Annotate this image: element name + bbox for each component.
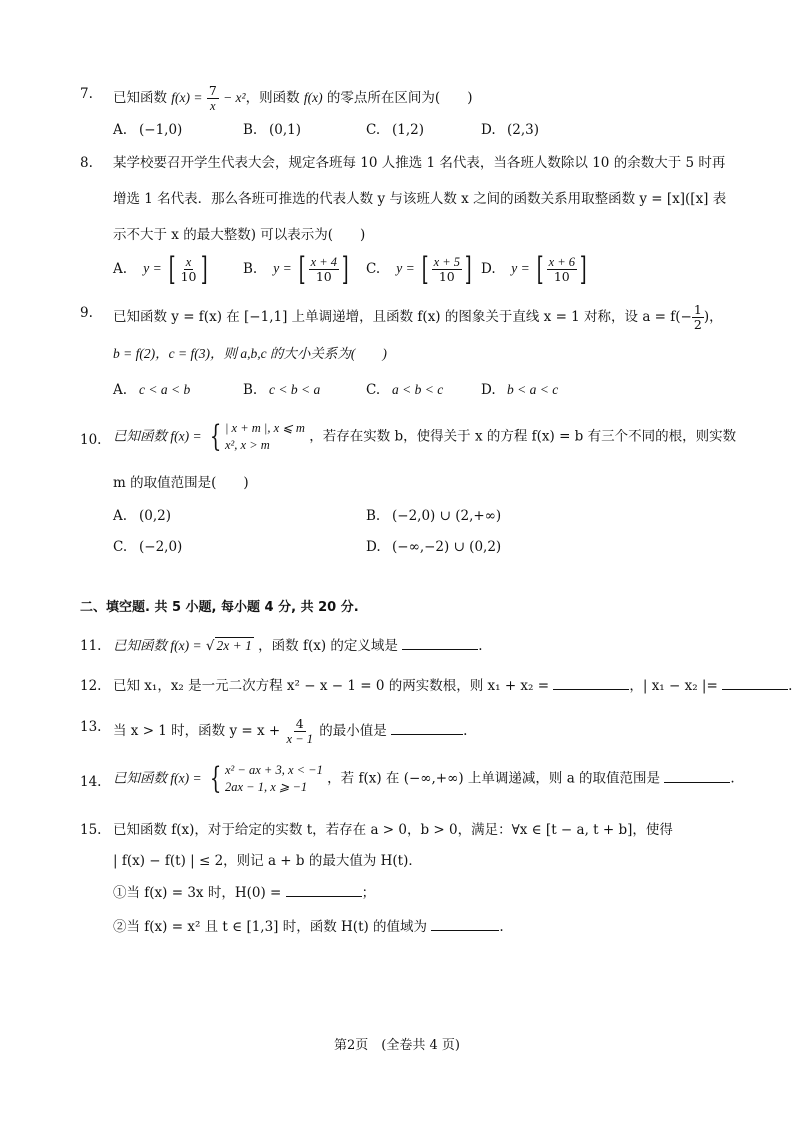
- option-label: D.: [481, 382, 496, 398]
- question-number: 8.: [80, 155, 93, 171]
- period: .: [788, 678, 793, 694]
- case-line: x², x > m: [224, 438, 270, 452]
- question-text: 当 x > 1 时，函数 y = x +: [113, 723, 281, 739]
- answer-blank[interactable]: [286, 883, 362, 897]
- option-c[interactable]: [366, 120, 424, 140]
- function-tail: − x²: [223, 90, 246, 105]
- semicolon: ；: [361, 885, 376, 901]
- option-b[interactable]: [243, 120, 301, 140]
- option-a[interactable]: [113, 250, 211, 288]
- radicand: 2x + 1: [216, 638, 252, 653]
- period: .: [478, 638, 483, 654]
- question-text: m 的取值范围是( ): [113, 475, 249, 491]
- numerator: 1: [693, 302, 702, 317]
- period: .: [730, 770, 735, 787]
- question-number: 12.: [80, 678, 102, 694]
- question-number: 7.: [80, 86, 93, 102]
- option-lhs: y =: [511, 260, 530, 276]
- function-expr: f(x): [303, 90, 323, 105]
- period: .: [463, 723, 468, 739]
- option-a[interactable]: [113, 120, 182, 140]
- option-label: C.: [366, 122, 381, 138]
- numerator: x + 6: [548, 254, 576, 269]
- question-text: 的零点所在区间为( ): [326, 90, 473, 106]
- floor-bracket: [ $\frac{x + 6}{10}$ ]: [536, 250, 587, 288]
- option-label: C.: [113, 539, 128, 555]
- floor-bracket: [ $\frac{x + 4}{10}$ ]: [298, 250, 349, 288]
- question-number: 14.: [80, 774, 102, 790]
- option-label: C.: [366, 382, 381, 398]
- case-line: x² − ax + 3, x < −1: [224, 763, 323, 777]
- option-value: (−2,0) ∪ (2,+∞): [392, 508, 502, 524]
- option-label: D.: [481, 260, 496, 277]
- option-lhs: y =: [396, 260, 415, 276]
- piecewise-function: { x² − ax + 3, x < −1 2ax − 1, x ⩾ −1: [209, 761, 323, 796]
- sqrt-expr: √ 2x + 1: [205, 638, 252, 654]
- option-label: B.: [366, 508, 381, 524]
- question-number: 9.: [80, 305, 93, 321]
- numerator: 7: [208, 83, 217, 98]
- option-c[interactable]: [113, 537, 182, 557]
- option-label: A.: [113, 260, 128, 277]
- option-value: c < a < b: [139, 382, 191, 397]
- numerator: x: [185, 254, 192, 269]
- question-text: 已知函数 y = f(x) 在 [−1,1] 上单调递增，且函数 f(x) 的图象关于直线 x = 1 对称，设 a = f(−: [113, 309, 692, 325]
- question-9: [0, 303, 794, 333]
- answer-blank[interactable]: [391, 721, 463, 735]
- denominator: 10: [553, 268, 570, 284]
- question-text: )，: [703, 309, 723, 325]
- fraction: [285, 717, 315, 746]
- denominator: 10: [315, 268, 332, 284]
- denominator: x: [210, 99, 216, 113]
- question-number: 15.: [80, 822, 102, 838]
- option-value: (0,2): [139, 508, 172, 524]
- question-number: 13.: [80, 719, 102, 735]
- question-text: ，则函数: [245, 90, 300, 106]
- case-line: 2ax − 1, x ⩾ −1: [224, 780, 308, 794]
- question-text: ，函数 f(x) 的定义域是: [258, 638, 398, 654]
- floor-bracket: [ $\frac{x + 5}{10}$ ]: [421, 250, 472, 288]
- option-b[interactable]: [243, 380, 320, 400]
- question-text: 已知函数: [113, 90, 167, 106]
- option-c[interactable]: [366, 250, 475, 288]
- numerator: 4: [295, 716, 304, 731]
- denominator: 10: [180, 268, 197, 284]
- option-value: c < b < a: [269, 382, 321, 397]
- option-label: A.: [113, 122, 128, 138]
- question-text: ②当 f(x) = x² 且 t ∈ [1,3] 时，函数 H(t) 的值域为: [113, 919, 428, 935]
- question-text: 示不大于 x 的最大整数) 可以表示为( ): [113, 227, 366, 243]
- question-text: 增选 1 名代表．那么各班可推选的代表人数 y 与该班人数 x 之间的函数关系用取整函数 y = [x]([x] 表: [113, 191, 727, 207]
- option-b[interactable]: [366, 506, 501, 526]
- question-13: [0, 717, 794, 747]
- fraction: [692, 303, 704, 332]
- question-text: | f(x) − f(t) | ≤ 2，则记 a + b 的最大值为 H(t)．: [113, 853, 422, 869]
- fraction: [207, 84, 219, 113]
- option-lhs: y =: [273, 260, 292, 276]
- question-text: 某学校要召开学生代表大会，规定各班每 10 人推选 1 名代表，当各班人数除以 10 的余数大于 5 时再: [113, 155, 726, 171]
- function-expr: f(x) =: [171, 90, 203, 105]
- question-10: [0, 420, 794, 460]
- piecewise-function: { | x + m |, x ⩽ m x², x > m: [209, 419, 305, 454]
- option-d[interactable]: [481, 380, 558, 400]
- question-text: 已知函数 f(x) =: [113, 770, 202, 786]
- option-d[interactable]: [481, 250, 590, 288]
- section-title: 二、填空题. 共 5 小题, 每小题 4 分, 共 20 分.: [80, 600, 359, 615]
- option-d[interactable]: [481, 120, 539, 140]
- option-value: (0,1): [269, 122, 302, 138]
- denominator: x − 1: [286, 732, 313, 746]
- question-text: 已知函数 f(x) =: [113, 428, 202, 444]
- question-text: b = f(2)，c = f(3)，则 a,b,c 的大小关系为( ): [113, 346, 387, 361]
- option-label: B.: [243, 382, 258, 398]
- question-text: 的最小值是: [319, 723, 387, 739]
- answer-blank[interactable]: [431, 917, 499, 931]
- option-label: B.: [243, 122, 258, 138]
- option-value: (−∞,−2) ∪ (0,2): [392, 539, 502, 555]
- option-value: (−2,0): [139, 539, 183, 555]
- option-label: D.: [366, 539, 381, 555]
- option-a[interactable]: [113, 380, 190, 400]
- option-value: a < b < c: [392, 382, 444, 397]
- question-text: ，| x₁ − x₂ |=: [629, 678, 718, 694]
- page-footer: 第2页 (全卷共 4 页): [334, 1038, 460, 1053]
- question-14: [0, 762, 794, 802]
- option-d[interactable]: [366, 537, 501, 557]
- option-lhs: y =: [143, 260, 162, 276]
- period: .: [499, 919, 504, 935]
- question-text: 已知 x₁，x₂ 是一元二次方程 x² − x − 1 = 0 的两实数根，则 x₁ + x₂ =: [113, 678, 550, 694]
- denominator: 10: [438, 268, 455, 284]
- option-label: C.: [366, 260, 381, 277]
- option-c[interactable]: [366, 380, 443, 400]
- option-label: A.: [113, 508, 128, 524]
- answer-blank[interactable]: [402, 636, 478, 650]
- denominator: 2: [693, 317, 702, 332]
- option-label: B.: [243, 260, 258, 277]
- option-a[interactable]: [113, 506, 171, 526]
- option-value: b < a < c: [507, 382, 559, 397]
- option-value: (2,3): [507, 122, 540, 138]
- floor-bracket: [ $\frac{x}{10}$ ]: [168, 250, 209, 288]
- option-value: (1,2): [392, 122, 425, 138]
- numerator: x + 5: [433, 254, 461, 269]
- question-text: ，若存在实数 b，使得关于 x 的方程 f(x) = b 有三个不同的根，则实数: [309, 428, 737, 445]
- question-text: ①当 f(x) = 3x 时，H(0) =: [113, 885, 282, 901]
- case-line: | x + m |, x ⩽ m: [224, 421, 305, 435]
- answer-blank-sum[interactable]: [553, 676, 629, 690]
- question-number: 11.: [80, 638, 102, 654]
- option-b[interactable]: [243, 250, 352, 288]
- answer-blank[interactable]: [664, 769, 730, 783]
- question-text: 已知函数 f(x) =: [113, 638, 202, 653]
- option-value: (−1,0): [139, 122, 183, 138]
- question-number: 10.: [80, 432, 102, 448]
- question-text: 已知函数 f(x)，对于给定的实数 t，若存在 a > 0，b > 0，满足：∀x ∈ [t − a, t + b]，使得: [113, 822, 673, 838]
- numerator: x + 4: [310, 254, 338, 269]
- option-label: A.: [113, 382, 128, 398]
- answer-blank-diff[interactable]: [722, 676, 788, 690]
- question-8-options: [0, 250, 794, 289]
- question-text: ，若 f(x) 在 (−∞,+∞) 上单调递减，则 a 的取值范围是: [327, 770, 661, 787]
- option-label: D.: [481, 122, 496, 138]
